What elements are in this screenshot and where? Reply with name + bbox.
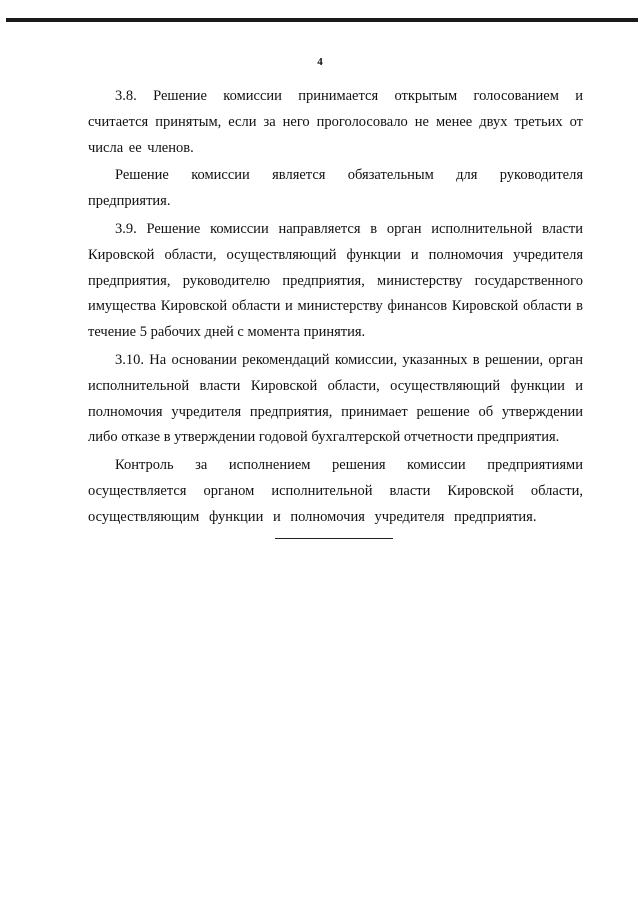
end-of-text-rule bbox=[275, 538, 393, 539]
paragraph-control: Контроль за исполнением решения комиссии предприятиями осуществляется органом исполнительной власти Кировской области, осуществляющим функции и полномочия учредителя предприятия. bbox=[88, 457, 583, 525]
paragraph-decision-binding: Решение комиссии является обязательным для руководителя предприятия. bbox=[88, 167, 583, 210]
paragraph-3-10: 3.10. На основании рекомендаций комиссии, указанных в решении, орган исполнительной власти Кировской области, осуществляющий функции и полномочия учредителя предприятия, принимает решение об утверждении либо отказе в утверждении годовой бухгалтерской отчетности предприятия. bbox=[88, 351, 583, 446]
page-number: 4 bbox=[317, 56, 323, 68]
page-top-border bbox=[6, 18, 638, 22]
paragraph-3-8: 3.8. Решение комиссии принимается открытым голосованием и считается принятым, если за него проголосовало не менее двух третьих от числа ее членов. bbox=[88, 88, 583, 156]
paragraph-3-9: 3.9. Решение комиссии направляется в орган исполнительной власти Кировской области, осуществляющий функции и полномочия учредителя предприятия, руководителю предприятия, министерству государственного имущества Кировской области и министерству финансов Кировской области в течение 5 рабочих дней с момента принятия. bbox=[88, 220, 583, 341]
document-body bbox=[88, 84, 583, 533]
